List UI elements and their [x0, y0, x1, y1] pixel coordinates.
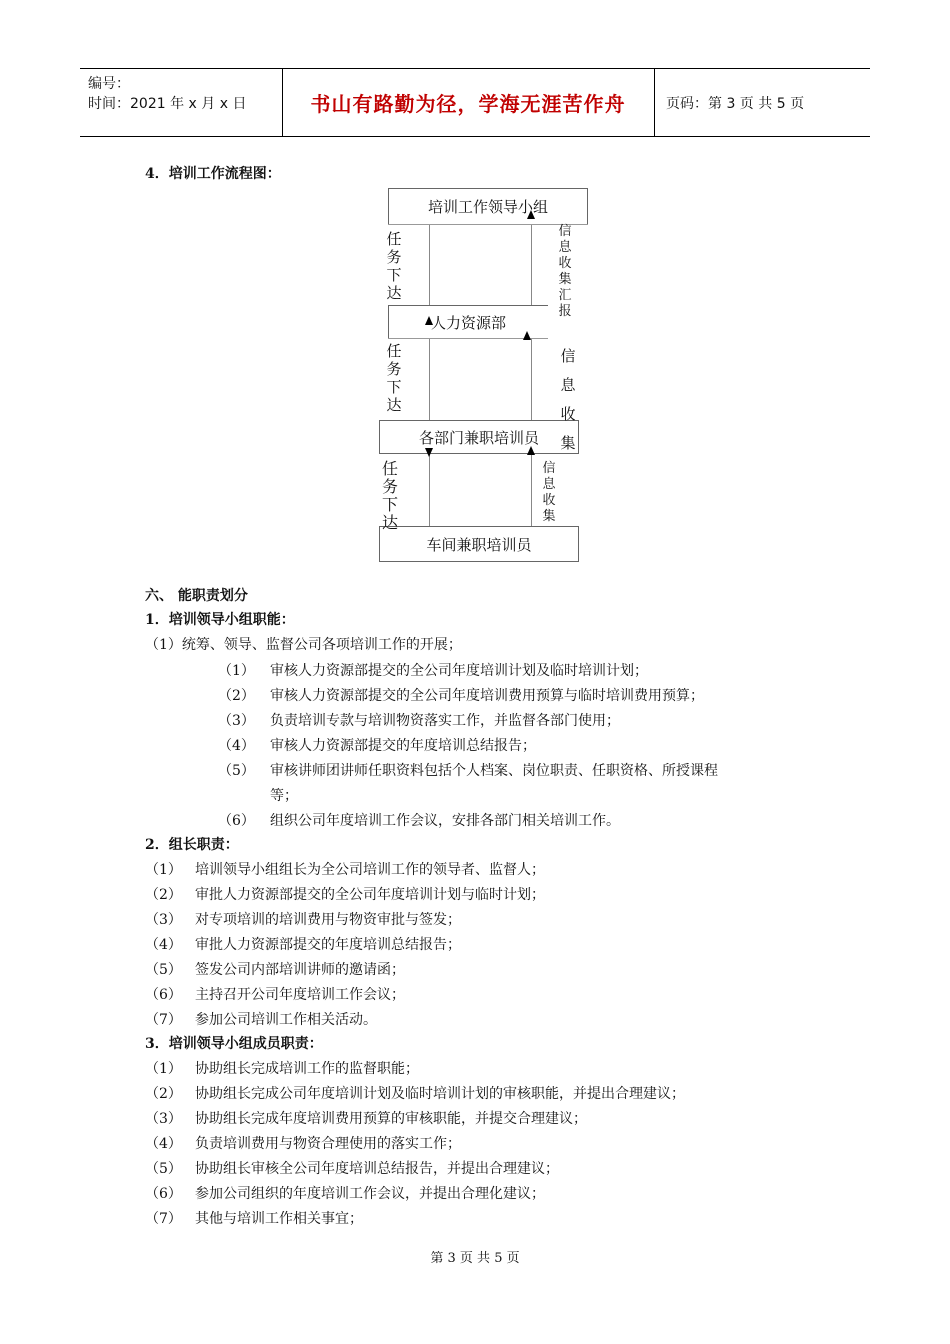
arrow-up-icon [425, 316, 433, 325]
connector-line [429, 224, 430, 305]
section4-title: 4．培训工作流程图： [145, 166, 281, 182]
arrow-up-icon [523, 331, 531, 340]
connector-line [531, 338, 532, 420]
flow-box-label: 各部门兼职培训员 [418, 428, 539, 447]
motto: 书山有路勤为径，学海无涯苦作舟 [310, 92, 626, 116]
flow-box-leader-group [388, 188, 588, 224]
flow-box-label: 培训工作领导小组 [427, 198, 548, 216]
page-info: 页码：第 3 页 共 5 页 [666, 95, 805, 112]
header-meta [80, 69, 283, 136]
header-page-cell [654, 69, 870, 136]
page-footer: 第 3 页 共 5 页 [430, 1251, 520, 1266]
section6-title: 六、 能职责划分 [145, 588, 248, 604]
label-info-collect: 信息收集 [560, 347, 576, 452]
label-info-collect: 信息收集 [542, 461, 556, 524]
s1-lead: （1）统筹、领导、监督公司各项培训工作的开展； [145, 637, 462, 653]
label-task-issue: 任务下达 [386, 342, 402, 414]
page-header [80, 68, 870, 137]
flow-box-workshop-trainer [379, 526, 579, 562]
time-label: 时间：2021 年 x 月 x 日 [88, 96, 247, 112]
connector-line [429, 454, 430, 526]
s2-title: 2．组长职责： [145, 837, 239, 853]
number-label: 编号： [88, 76, 130, 92]
label-task-issue: 任务下达 [386, 230, 402, 302]
arrow-down-icon [425, 448, 433, 457]
connector-line [531, 454, 532, 526]
flow-box-dept-trainer [379, 420, 579, 454]
connector-line [531, 212, 532, 305]
header-motto-cell [282, 69, 655, 136]
label-task-issue: 任务下达 [381, 459, 398, 532]
connector-line [429, 338, 430, 420]
flow-box-label: 人力资源部 [430, 313, 506, 332]
flow-box-label: 车间兼职培训员 [426, 535, 532, 554]
arrow-up-icon [527, 210, 535, 219]
label-info-collect: 信息收集汇报 [558, 224, 572, 319]
s1-title: 1．培训领导小组职能： [145, 612, 295, 628]
s3-title: 3．培训领导小组成员职责： [145, 1036, 323, 1052]
arrow-up-icon [527, 446, 535, 455]
